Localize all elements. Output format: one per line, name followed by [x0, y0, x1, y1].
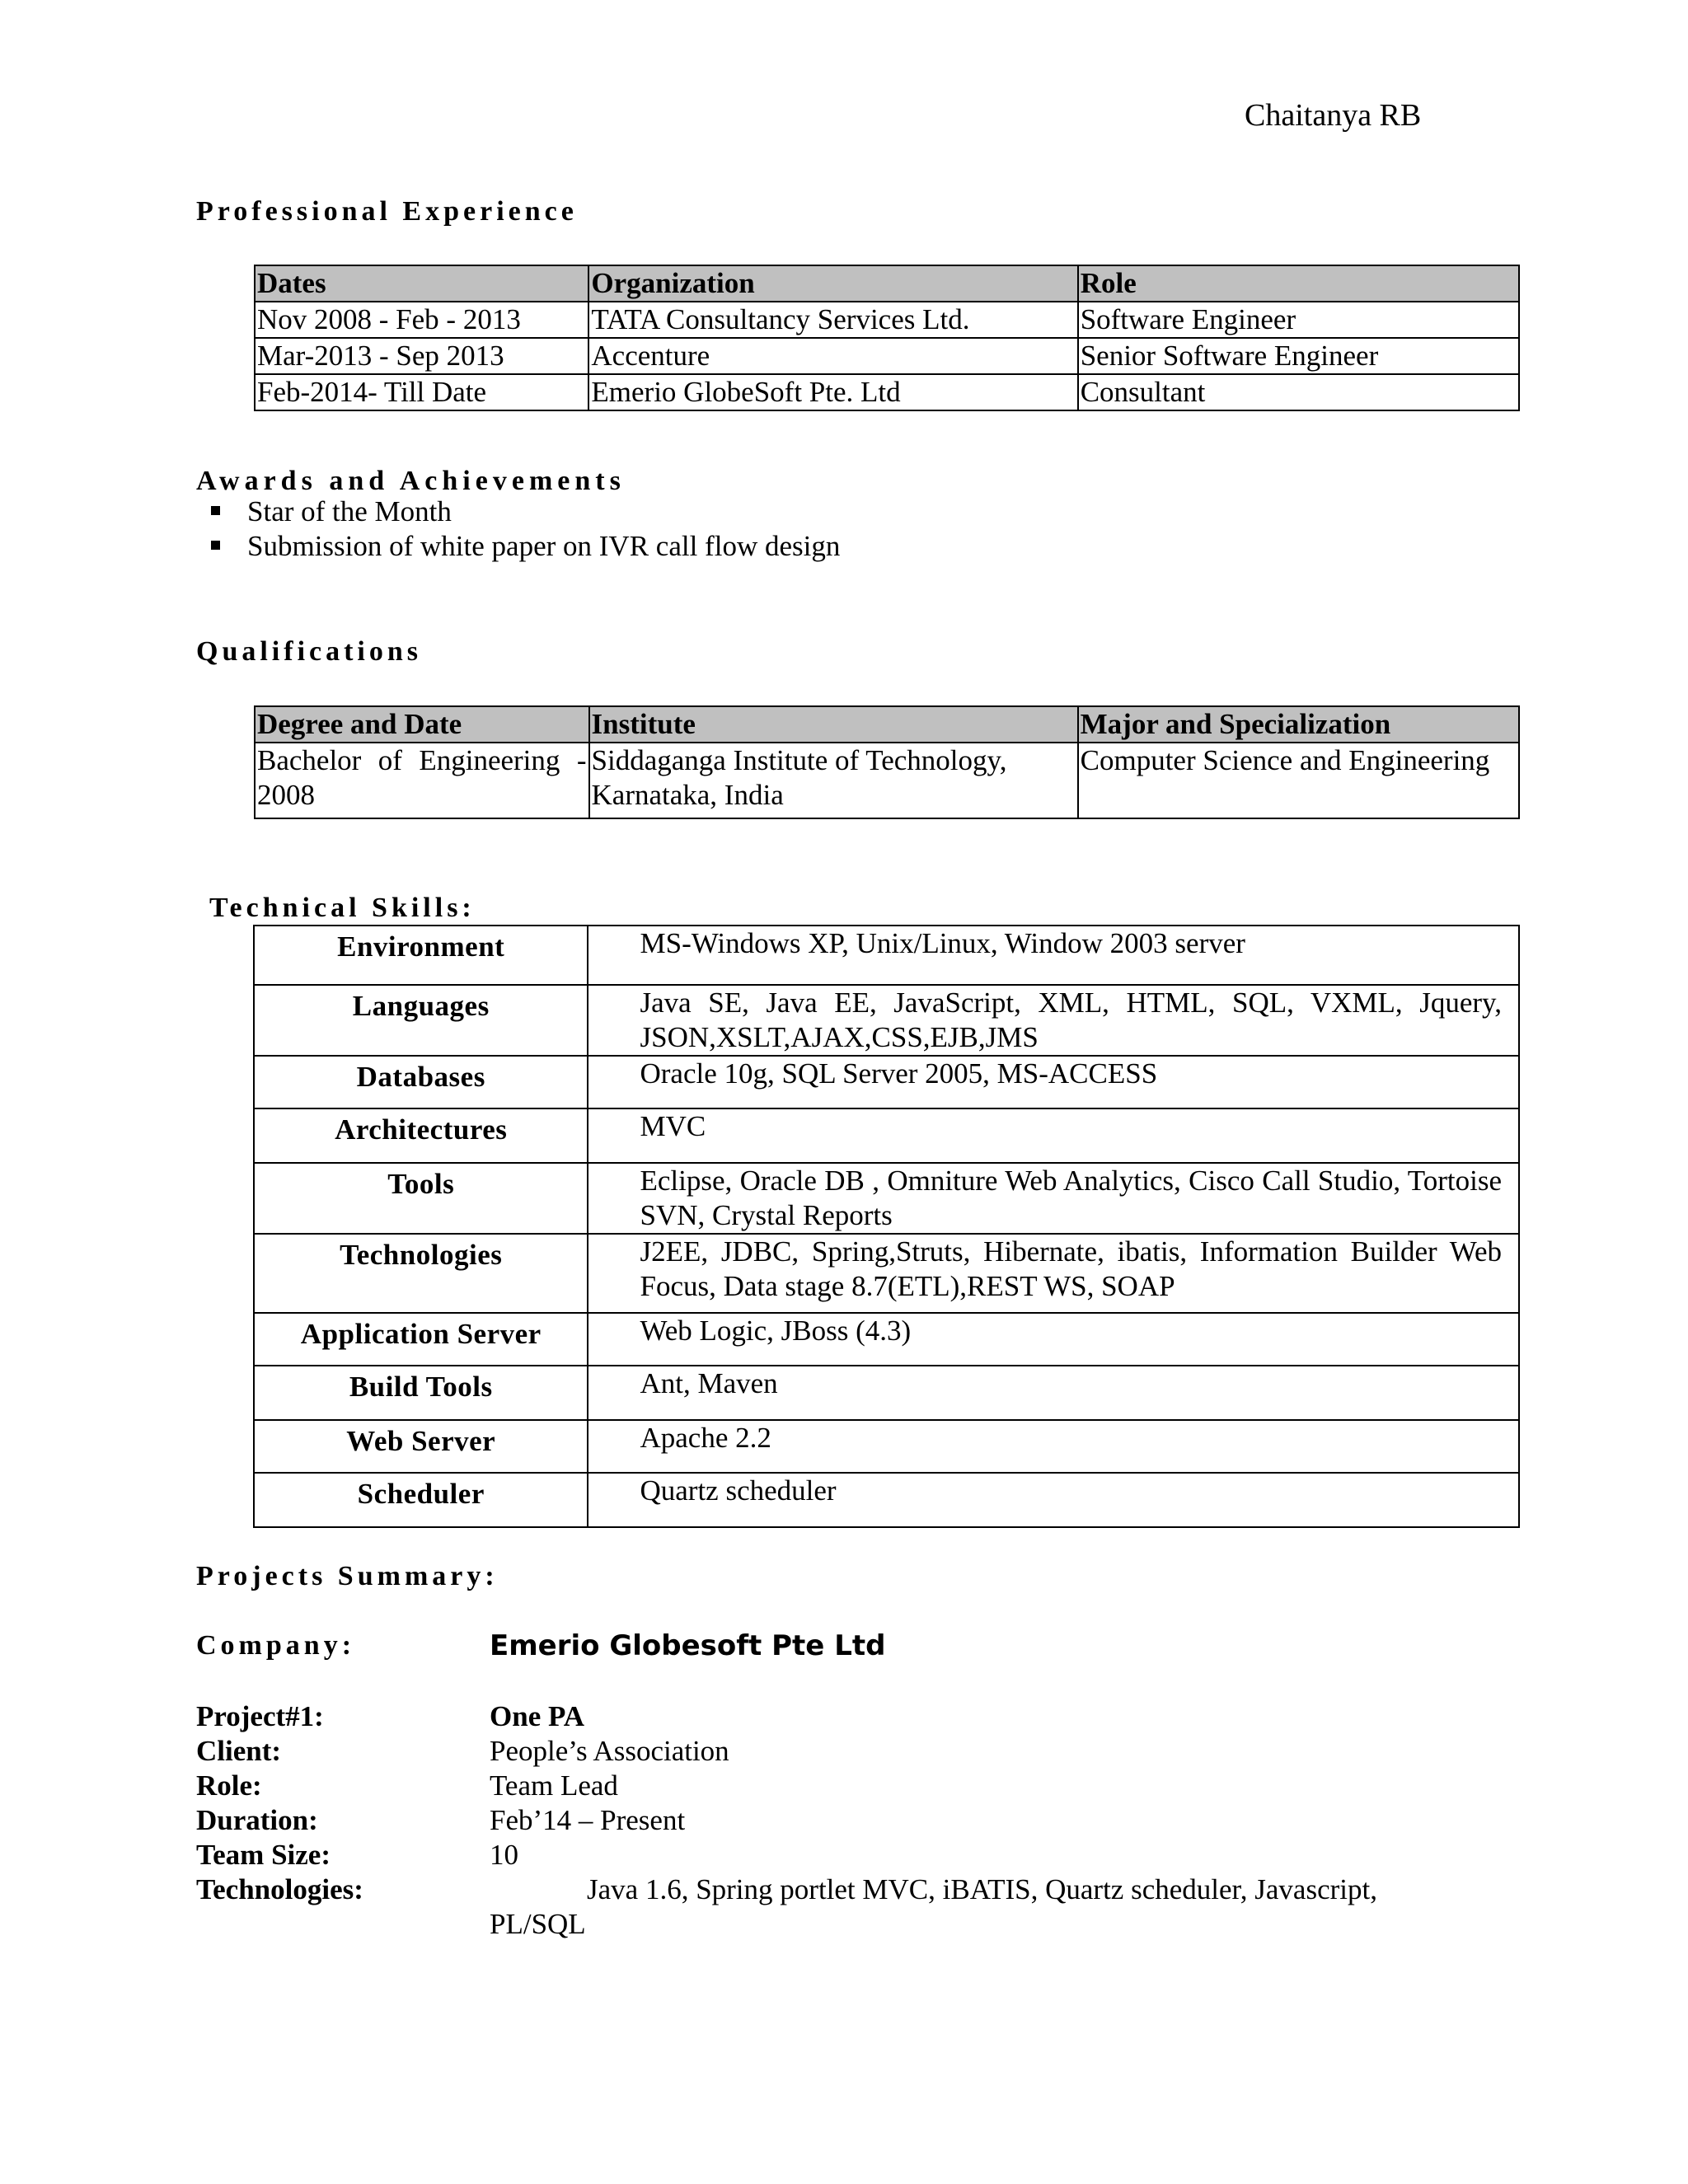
table-cell: Consultant — [1078, 374, 1519, 410]
client-row — [0, 1734, 1688, 1769]
company-label: Company: — [196, 1630, 356, 1661]
table-cell: Nov 2008 - Feb - 2013 — [255, 302, 588, 338]
project-row — [0, 1699, 1688, 1734]
table-row — [254, 1366, 1519, 1420]
section-title-projects: Projects Summary: — [196, 1561, 499, 1591]
team-size-value: 10 — [490, 1839, 518, 1871]
company-value: Emerio Globesoft Pte Ltd — [490, 1629, 886, 1662]
role-row — [0, 1769, 1688, 1803]
awards-list — [211, 494, 840, 564]
team-size-row — [0, 1838, 1688, 1872]
table-row — [254, 1163, 1519, 1234]
technologies-value-line2: PL/SQL — [490, 1908, 586, 1940]
skill-value: Apache 2.2 — [588, 1420, 1519, 1473]
table-row — [254, 985, 1519, 1056]
skill-category: Databases — [254, 1056, 588, 1108]
table-cell: Accenture — [588, 338, 1077, 374]
skill-category: Tools — [254, 1163, 588, 1234]
skill-category: Scheduler — [254, 1473, 588, 1527]
table-row — [255, 302, 1519, 338]
project-label: Project#1: — [196, 1700, 324, 1732]
section-title-skills: Technical Skills: — [209, 893, 476, 923]
bullet-square-icon — [211, 506, 220, 515]
project-value: One PA — [490, 1700, 585, 1732]
skill-value: J2EE, JDBC, Spring,Struts, Hibernate, ibatis, Information Builder Web Focus, Data stage 8.7(ETL),REST WS, SOAP — [588, 1234, 1519, 1313]
qualifications-table — [254, 705, 1520, 819]
table-row — [254, 1056, 1519, 1108]
skill-category: Languages — [254, 985, 588, 1056]
award-text: Submission of white paper on IVR call flow design — [247, 530, 841, 562]
table-cell: Feb-2014- Till Date — [255, 374, 588, 410]
skill-category: Web Server — [254, 1420, 588, 1473]
list-item — [211, 494, 840, 529]
role-value: Team Lead — [490, 1769, 618, 1802]
role-label: Role: — [196, 1769, 262, 1802]
skill-value: Eclipse, Oracle DB , Omniture Web Analytics, Cisco Call Studio, Tortoise SVN, Crystal Reports — [588, 1163, 1519, 1234]
client-value: People’s Association — [490, 1735, 729, 1767]
skill-category: Architectures — [254, 1108, 588, 1163]
team-size-label: Team Size: — [196, 1839, 331, 1871]
table-header-cell: Role — [1078, 265, 1519, 302]
table-row — [254, 1473, 1519, 1527]
company-row — [0, 1629, 1688, 1670]
table-header-cell: Degree and Date — [255, 706, 589, 743]
table-row — [254, 1234, 1519, 1313]
table-header-row — [255, 265, 1519, 302]
table-row — [254, 1108, 1519, 1163]
table-row — [255, 338, 1519, 374]
skill-category: Application Server — [254, 1313, 588, 1366]
table-cell: Siddaganga Institute of Technology, Karnataka, India — [589, 743, 1078, 818]
skill-value: Web Logic, JBoss (4.3) — [588, 1313, 1519, 1366]
skill-value: Oracle 10g, SQL Server 2005, MS-ACCESS — [588, 1056, 1519, 1108]
section-title-awards: Awards and Achievements — [196, 466, 626, 496]
experience-table — [254, 265, 1520, 411]
skill-category: Environment — [254, 926, 588, 985]
table-header-cell: Organization — [588, 265, 1077, 302]
table-cell: Mar-2013 - Sep 2013 — [255, 338, 588, 374]
technologies-row — [0, 1872, 1688, 1942]
skill-category: Technologies — [254, 1234, 588, 1313]
technologies-value-line1: Java 1.6, Spring portlet MVC, iBATIS, Quartz scheduler, Javascript, — [587, 1873, 1377, 1905]
skill-value: MS-Windows XP, Unix/Linux, Window 2003 server — [588, 926, 1519, 985]
table-row — [255, 743, 1519, 818]
table-row — [254, 926, 1519, 985]
award-text: Star of the Month — [247, 495, 452, 527]
candidate-name: Chaitanya RB — [1245, 98, 1422, 133]
table-cell: TATA Consultancy Services Ltd. — [588, 302, 1077, 338]
table-header-cell: Dates — [255, 265, 588, 302]
table-cell: Emerio GlobeSoft Pte. Ltd — [588, 374, 1077, 410]
duration-row — [0, 1803, 1688, 1838]
section-title-qualifications: Qualifications — [196, 636, 423, 667]
technologies-label: Technologies: — [196, 1873, 363, 1905]
table-cell: Computer Science and Engineering — [1078, 743, 1519, 818]
table-cell: Senior Software Engineer — [1078, 338, 1519, 374]
table-header-row — [255, 706, 1519, 743]
table-header-cell: Major and Specialization — [1078, 706, 1519, 743]
skill-value: MVC — [588, 1108, 1519, 1163]
skill-value: Quartz scheduler — [588, 1473, 1519, 1527]
table-cell: Software Engineer — [1078, 302, 1519, 338]
table-cell: Bachelor of Engineering - 2008 — [255, 743, 589, 818]
project-details — [0, 1699, 1688, 1947]
skill-value: Java SE, Java EE, JavaScript, XML, HTML, SQL, VXML, Jquery, JSON,XSLT,AJAX,CSS,EJB,JMS — [588, 985, 1519, 1056]
table-row — [254, 1313, 1519, 1366]
duration-value: Feb’14 – Present — [490, 1804, 686, 1836]
skill-category: Build Tools — [254, 1366, 588, 1420]
section-title-experience: Professional Experience — [196, 196, 578, 227]
skill-value: Ant, Maven — [588, 1366, 1519, 1420]
duration-label: Duration: — [196, 1804, 318, 1836]
table-row — [255, 374, 1519, 410]
bullet-square-icon — [211, 541, 220, 550]
table-header-cell: Institute — [589, 706, 1078, 743]
client-label: Client: — [196, 1735, 282, 1767]
skills-table — [253, 925, 1520, 1528]
table-row — [254, 1420, 1519, 1473]
list-item — [211, 529, 840, 564]
